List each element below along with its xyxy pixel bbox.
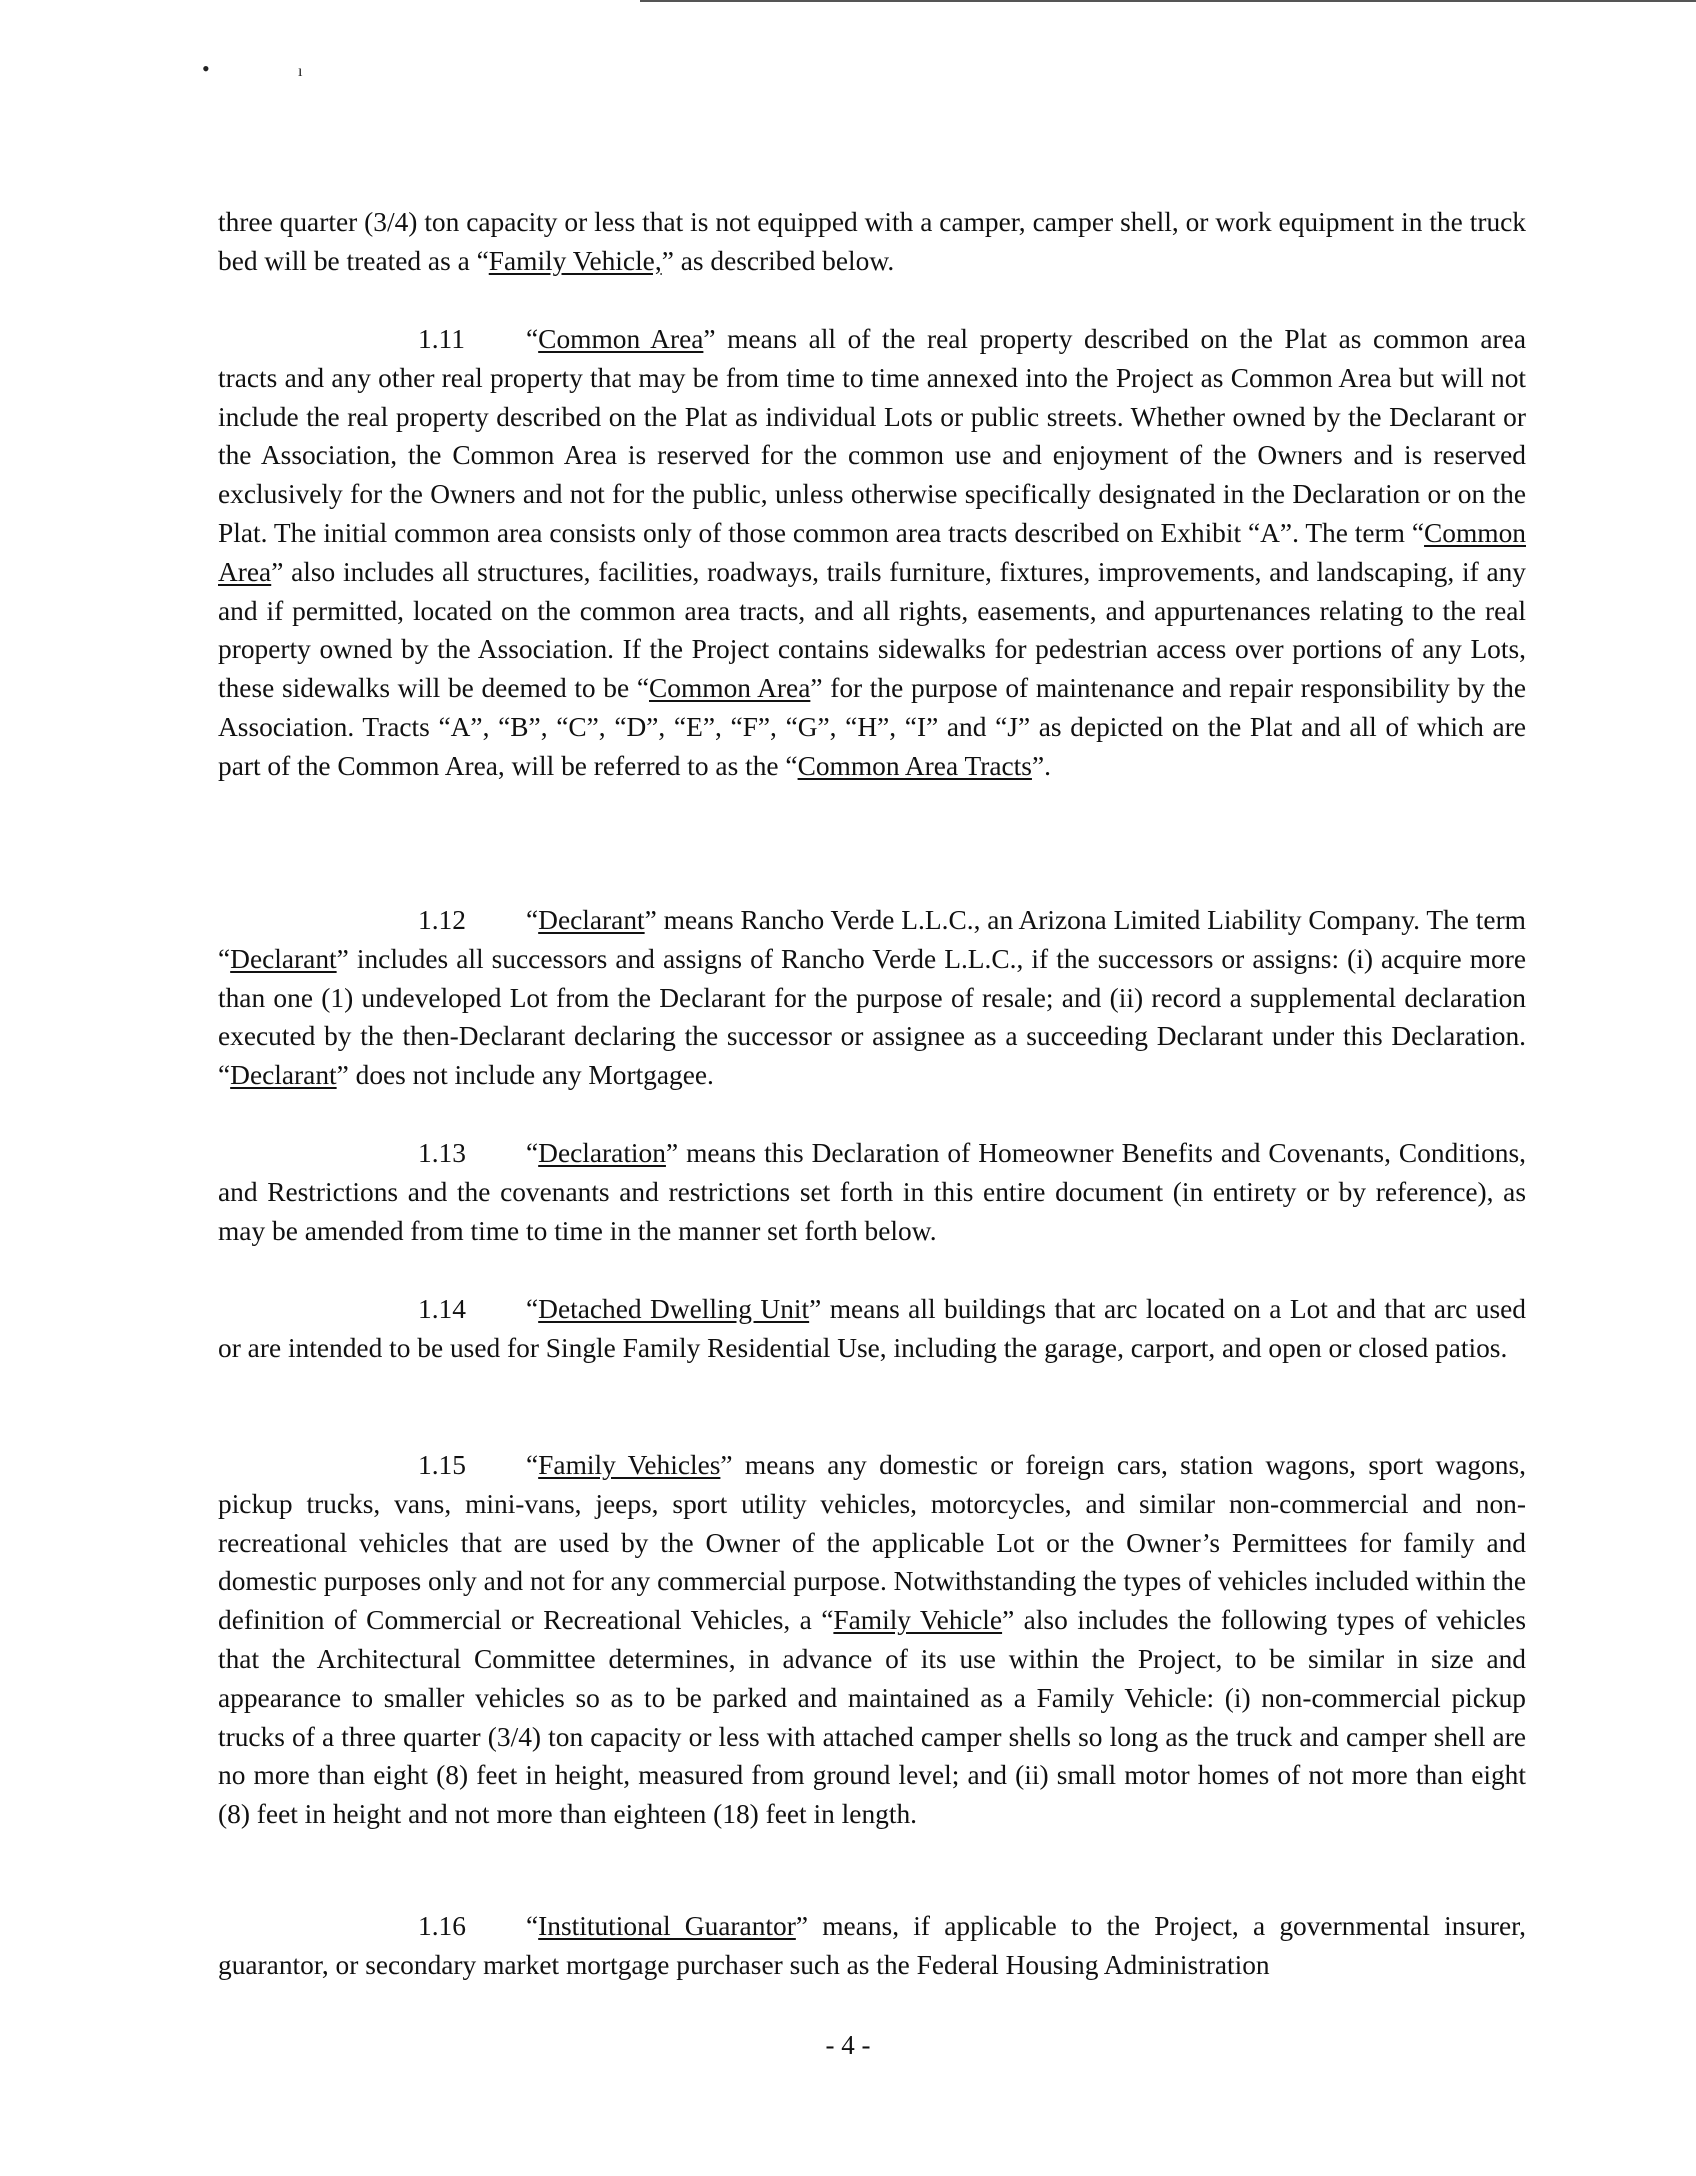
quote-mark: “ bbox=[526, 324, 539, 354]
defined-term: Family Vehicle, bbox=[488, 245, 662, 276]
paragraph-text: ” does not include any Mortgagee. bbox=[336, 1060, 714, 1091]
section-number: 1.13 bbox=[418, 1138, 466, 1168]
paragraph-text: ” means all of the real property described on the Plat as common area tracts and any other real property that may be from time to time annexed into the Project as Common Area but will not include the real property described on the Plat as individual Lots or public streets. Whether owned by the Declarant or the Association, the Common Area is reserved for the common use and enjoyment of the Owners and is reserved exclusively for the Owners and not for the public, unless otherwise specifically designated in the Declaration or on the Plat. The initial common area consists only of those common area tracts described on Exhibit “A”. The term “ bbox=[218, 324, 1526, 548]
paragraph-text: ” means all buildings that arc located on a Lot and that arc used or are intended to be used for Single Family Residential Use, including the garage, carport, and open or closed patios. bbox=[218, 1294, 1526, 1363]
paragraph-text: three quarter (3/4) ton capacity or less that is not equipped with a camper, camper shell, or work equipment in the truck bed will be treated as a “ bbox=[218, 207, 1526, 276]
paragraph-text: ” also includes all structures, facilities, roadways, trails furniture, fixtures, improvements, and landscaping, if any and if permitted, located on the common area tracts, and all rights, easements, and appurtenances relating to the real property owned by the Association. If the Project contains sidewalks for pedestrian access over portions of any Lots, these sidewalks will be deemed to be “ bbox=[218, 556, 1526, 704]
section-number: 1.16 bbox=[418, 1911, 466, 1941]
section-number: 1.14 bbox=[418, 1294, 466, 1324]
paragraph-text: ” means any domestic or foreign cars, station wagons, sport wagons, pickup trucks, vans, mini-vans, jeeps, sport utility vehicles, motorcycles, and similar non-commercial and non-recreational vehicles that are used by the Owner of the applicable Lot or the Owner’s Permittees for family and domestic purposes only and not for any commercial purpose. Notwithstanding the types of vehicles included within the definition of Commercial or Recreational Vehicles, a “ bbox=[218, 1450, 1526, 1636]
paragraph-text: ” for the purpose of maintenance and repair responsibility by the Association. Tracts “A”, “B”, “C”, “D”, “E”, “F”, “G”, “H”, “I” and “J” as depicted on the Plat and all of which are part of the Common Area, will be referred to as the “ bbox=[218, 673, 1527, 781]
quote-mark: “ bbox=[526, 905, 539, 935]
paragraph-continuation bbox=[218, 203, 1526, 281]
paragraph-text: ” as described below. bbox=[661, 245, 895, 276]
defined-term: Common Area Tracts bbox=[797, 750, 1032, 781]
paragraph-text: ”. bbox=[1031, 750, 1051, 781]
section-number: 1.11 bbox=[418, 324, 465, 354]
defined-term: Common Area bbox=[649, 673, 811, 704]
paragraph-text: ” means this Declaration of Homeowner Benefits and Covenants, Conditions, and Restrictions and the covenants and restrictions set forth in this entire document (in entirety or by reference), as may be amended from time to time in the manner set forth below. bbox=[218, 1138, 1526, 1246]
section-number: 1.12 bbox=[418, 905, 466, 935]
paragraph-text: ” means Rancho Verde L.L.C., an Arizona Limited Liability Company. The term “ bbox=[218, 905, 1526, 974]
defined-term: Detached Dwelling Unit bbox=[538, 1294, 810, 1324]
section-1-15 bbox=[218, 1446, 1526, 1834]
page-number: - 4 - bbox=[825, 2030, 871, 2060]
paragraph-text: ” includes all successors and assigns of Rancho Verde L.L.C., if the successors or assigns: (i) acquire more than one (1) undeveloped Lot from the Declarant for the purpose of resale; and (ii) record a supplemental declaration executed by the then-Declarant declaring the successor or assignee as a succeeding Declarant under this Declaration. “ bbox=[218, 943, 1526, 1091]
defined-term: Declarant bbox=[230, 943, 337, 974]
defined-term: Institutional Guarantor bbox=[538, 1911, 796, 1941]
section-1-16 bbox=[218, 1907, 1526, 1985]
paragraph-text: ” also includes the following types of vehicles that the Architectural Committee determines, in advance of its use within the Project, to be similar in size and appearance to smaller vehicles so as to be parked and maintained as a Family Vehicle: (i) non-commercial pickup trucks of a three quarter (3/4) ton capacity or less with attached camper shells so long as the truck and camper shell are no more than eight (8) feet in height, measured from ground level; and (ii) small motor homes of not more than eight (8) feet in height and not more than eighteen (18) feet in length. bbox=[218, 1605, 1526, 1830]
quote-mark: “ bbox=[526, 1294, 539, 1324]
scan-top-border bbox=[640, 0, 1696, 2]
defined-term: Common Area bbox=[218, 517, 1526, 587]
section-1-14 bbox=[218, 1290, 1526, 1368]
section-1-11 bbox=[218, 320, 1526, 786]
quote-mark: “ bbox=[526, 1911, 539, 1941]
paragraph-text: ” means, if applicable to the Project, a governmental insurer, guarantor, or secondary market mortgage purchaser such as the Federal Housing Administration bbox=[218, 1911, 1526, 1980]
scan-speck: • bbox=[202, 56, 210, 81]
defined-term: Declarant bbox=[538, 905, 645, 935]
section-number: 1.15 bbox=[418, 1450, 466, 1480]
section-1-12 bbox=[218, 901, 1526, 1095]
defined-term: Declaration bbox=[538, 1138, 666, 1168]
defined-term: Common Area bbox=[538, 324, 704, 354]
defined-term: Family Vehicles bbox=[538, 1450, 721, 1480]
section-1-13 bbox=[218, 1134, 1526, 1250]
defined-term: Family Vehicle bbox=[833, 1605, 1003, 1636]
quote-mark: “ bbox=[526, 1450, 539, 1480]
quote-mark: “ bbox=[526, 1138, 539, 1168]
defined-term: Declarant bbox=[230, 1060, 337, 1091]
scan-speck: ı bbox=[298, 63, 303, 80]
